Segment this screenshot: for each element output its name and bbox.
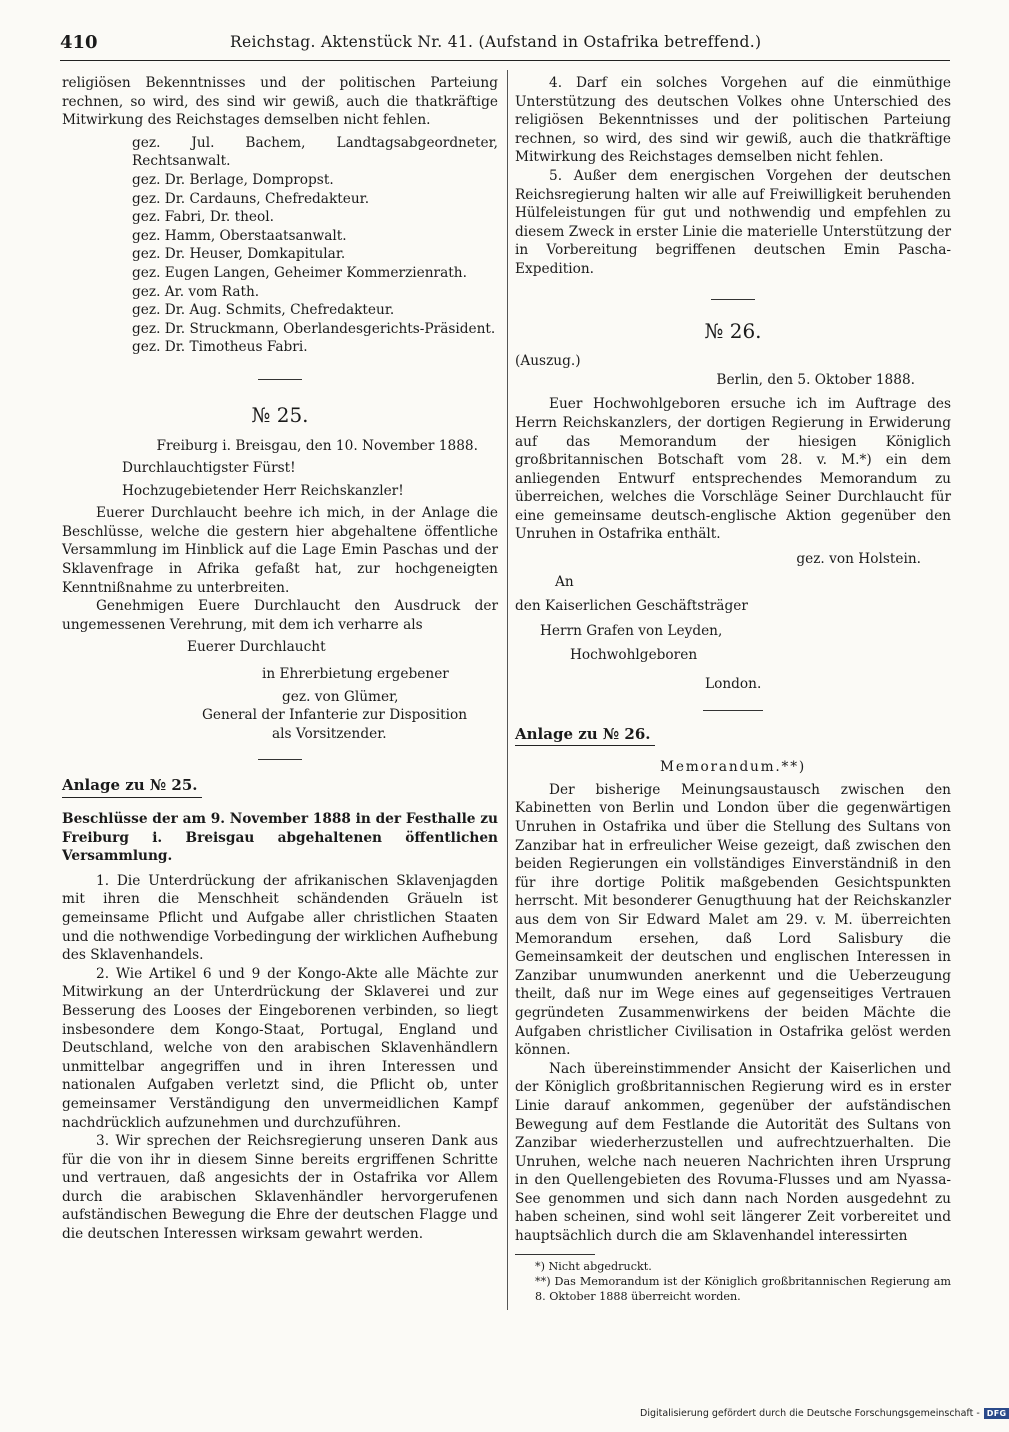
- closing-signature: gez. von Glümer,: [282, 688, 399, 705]
- section-separator: [711, 299, 755, 300]
- address-line: Hochwohlgeboren: [570, 647, 698, 664]
- address-line: den Kaiserlichen Geschäftsträger: [515, 598, 748, 615]
- signatory: gez. Dr. Struckmann, Oberlandesgerichts-Präsident.: [132, 320, 496, 337]
- signatory: gez. Dr. Berlage, Dompropst.: [132, 171, 334, 188]
- page-number: 410: [60, 32, 98, 53]
- annex-title: Beschlüsse der am 9. November 1888 in der Festhalle zu Freiburg i. Breisgau abgehaltenen öffentlichen Versammlung.: [62, 811, 498, 865]
- footnote: **) Das Memorandum ist der Königlich großbritannischen Regierung am 8. Oktober 1888 überreicht worden.: [535, 1274, 951, 1303]
- heading-underline: [515, 745, 655, 746]
- closing-signature: gez. von Holstein.: [796, 551, 921, 568]
- document-number-26: № 26.: [704, 318, 762, 343]
- closing: als Vorsitzender.: [272, 725, 387, 742]
- running-head: Reichstag. Aktenstück Nr. 41. (Aufstand in Ostafrika betreffend.): [230, 33, 762, 51]
- footnote: *) Nicht abgedruckt.: [535, 1259, 652, 1273]
- page-header: [60, 30, 950, 61]
- signatory: gez. Dr. Cardauns, Chefredakteur.: [132, 190, 370, 207]
- address-line: An: [555, 573, 574, 590]
- right-column: [515, 74, 951, 1304]
- letter-paragraph: Euerer Durchlaucht beehre ich mich, in der Anlage die Beschlüsse, welche die gestern hier abgehaltene öffentliche Versammlung im Hinblick auf die Lage Emin Paschas und der Sklavenfrage in Afrika gefaßt hat, zur hochgeneigten Kenntnißnahme zu unterbreiten.: [62, 505, 498, 596]
- signatory: gez. Dr. Aug. Schmits, Chefredakteur.: [132, 302, 395, 319]
- excerpt-note: (Auszug.): [515, 353, 581, 370]
- document-number-25: № 25.: [251, 402, 309, 427]
- closing: in Ehrerbietung ergebener: [262, 666, 449, 683]
- resolution-paragraph: 4. Darf ein solches Vorgehen auf die einmüthige Unterstützung des deutschen Volkes ohne Unterschied des religiösen Bekenntnisses und der politischen Parteiung rechnen, so wird, des sind wir gewiß, auch die thatkräftige Mitwirkung des Reichstages demselben nicht fehlen.: [515, 75, 951, 166]
- annex-heading-25: Anlage zu № 25.: [62, 776, 198, 795]
- signatory: gez. Ar. vom Rath.: [132, 283, 260, 300]
- left-column: [62, 74, 498, 1244]
- section-separator: [703, 710, 763, 711]
- heading-underline: [62, 797, 202, 798]
- letter-paragraph: Genehmigen Euere Durchlaucht den Ausdruck der ungemessenen Verehrung, mit dem ich verharre als: [62, 598, 498, 633]
- column-divider: [507, 70, 508, 1310]
- memorandum-paragraph: Nach übereinstimmender Ansicht der Kaiserlichen und der Königlich großbritannischen Regierung wird es in erster Linie darauf ankommen, gegenüber der aufständischen Bewegung auf dem Festlande die Autorität des Sultans von Zanzibar wiederherzustellen und aufrechtzuerhalten. Die Unruhen, welche nach neueren Nachrichten ihren Ursprung in den Quellengebieten des Rovuma-Flusses und am Nyassa-See genommen und sich dann nach Norden ausgedehnt zu haben scheinen, sind wohl seit längerer Zeit vorbereitet und hauptsächlich durch die am Sklavenhandel interessirten: [515, 1060, 951, 1245]
- resolution-paragraph: 5. Außer dem energischen Vorgehen der deutschen Reichsregierung halten wir alle auf Freiwilligkeit beruhenden Hülfeleistungen für gut und nothwendig und empfehlen zu diesem Zweck in erster Linie die materielle Unterstützung der in Vorbereitung begriffenen deutschen Emin Pascha-Expedition.: [515, 167, 951, 277]
- signatory: gez. Hamm, Oberstaatsanwalt.: [132, 227, 347, 244]
- credit-text: Digitalisierung gefördert durch die Deutsche Forschungsgemeinschaft -: [640, 1408, 980, 1419]
- resolution-paragraph: 3. Wir sprechen der Reichsregierung unseren Dank aus für die von ihr in diesem Sinne bereits ergriffenen Schritte und vertrauen, daß angesichts der in Ostafrika vor Allem durch die arabischen Sklavenhändler hervorgerufenen aufständischen Bewegung die Ehre der deutschen Flagge und die deutschen Interessen wirksam gewahrt werden.: [62, 1133, 498, 1243]
- signatory: gez. Dr. Heuser, Domkapitular.: [132, 246, 346, 263]
- memorandum-title: Memorandum.**): [660, 759, 806, 776]
- memorandum-paragraph: Der bisherige Meinungsaustausch zwischen den Kabinetten von Berlin und London über die gegenwärtigen Unruhen in Ostafrika und über die Stellung des Sultans von Zanzibar hat in erfreulicher Weise gezeigt, daß zwischen den beiden Regierungen ein vollständiges Einverständniß in den für ihre dortige Politik maßgebenden Gesichtspunkten herrscht. Mit besonderer Genugthuung hat der Reichskanzler aus dem von Sir Edward Malet am 29. v. M. überreichten Memorandum ersehen, daß Lord Salisbury die Gemeinsamkeit der deutschen und englischen Interessen in Zanzibar unumwunden anerkennt und die Ueberzeugung theilt, daß nur im Wege eines auf gegenseitiges Vertrauen gegründeten Zusammenwirkens der beiden Mächte die Aufgaben christlicher Civilisation in Ostafrika gelöst werden können.: [515, 781, 951, 1059]
- signatory: gez. Eugen Langen, Geheimer Kommerzienrath.: [132, 264, 467, 281]
- intro-paragraph: religiösen Bekenntnisses und der politischen Parteiung rechnen, so wird, des sind wir gewiß, auch die thatkräftige Mitwirkung des Reichstages demselben nicht fehlen.: [62, 75, 498, 129]
- section-separator: [258, 759, 302, 760]
- footnote-rule: [515, 1254, 595, 1255]
- signatory: gez. Jul. Bachem, Landtagsabgeordneter, Rechtsanwalt.: [132, 134, 498, 170]
- address-line: London.: [705, 676, 762, 693]
- signatory-list: [62, 134, 498, 357]
- closing: Euerer Durchlaucht: [187, 639, 326, 656]
- annex-heading-26: Anlage zu № 26.: [515, 724, 651, 743]
- salutation: Durchlauchtigster Fürst!: [122, 460, 296, 477]
- place-date: Berlin, den 5. Oktober 1888.: [716, 371, 915, 388]
- address-line: Herrn Grafen von Leyden,: [540, 622, 723, 639]
- closing: General der Infanterie zur Disposition: [202, 707, 468, 724]
- section-separator: [258, 379, 302, 380]
- signatory: gez. Dr. Timotheus Fabri.: [132, 339, 308, 356]
- resolution-paragraph: 2. Wie Artikel 6 und 9 der Kongo-Akte alle Mächte zur Mitwirkung an der Unterdrückung der Sklaverei und zur Besserung des Looses der Eingeborenen verbinden, so liegt insbesondere dem Kongo-Staat, Portugal, England und Deutschland, welche von den arabischen Sklavenhändlern unmittelbar angegriffen und in ihren Interessen und nationalen Aufgaben verletzt sind, die Pflicht ob, unter gemeinsamer Verständigung den unvermeidlichen Kampf nachdrücklich aufzunehmen und durchzuführen.: [62, 965, 498, 1131]
- digitization-credit: [640, 1408, 1009, 1419]
- resolution-paragraph: 1. Die Unterdrückung der afrikanischen Sklavenjagden mit ihren die Menschheit schändenden Gräueln ist gemeinsame Pflicht und Aufgabe aller christlichen Staaten und die nothwendige Vorbedingung der wirklichen Aufhebung des Sklavenhandels.: [62, 872, 498, 964]
- place-date: Freiburg i. Breisgau, den 10. November 1888.: [156, 437, 478, 454]
- salutation: Hochzugebietender Herr Reichskanzler!: [122, 482, 404, 499]
- signatory: gez. Fabri, Dr. theol.: [132, 209, 274, 226]
- letter-paragraph: Euer Hochwohlgeboren ersuche ich im Auftrage des Herrn Reichskanzlers, der dortigen Regierung in Erwiderung auf das Memorandum der hiesigen Königlich großbritannischen Botschaft vom 28. v. M.*) ein dem anliegenden Entwurf entsprechendes Memorandum zu überreichen, welches die Vorschläge Seiner Durchlaucht für eine gemeinsame deutsch-englische Aktion gegenüber den Unruhen in Ostafrika enthält.: [515, 396, 951, 543]
- dfg-logo-icon: DFG: [984, 1408, 1009, 1419]
